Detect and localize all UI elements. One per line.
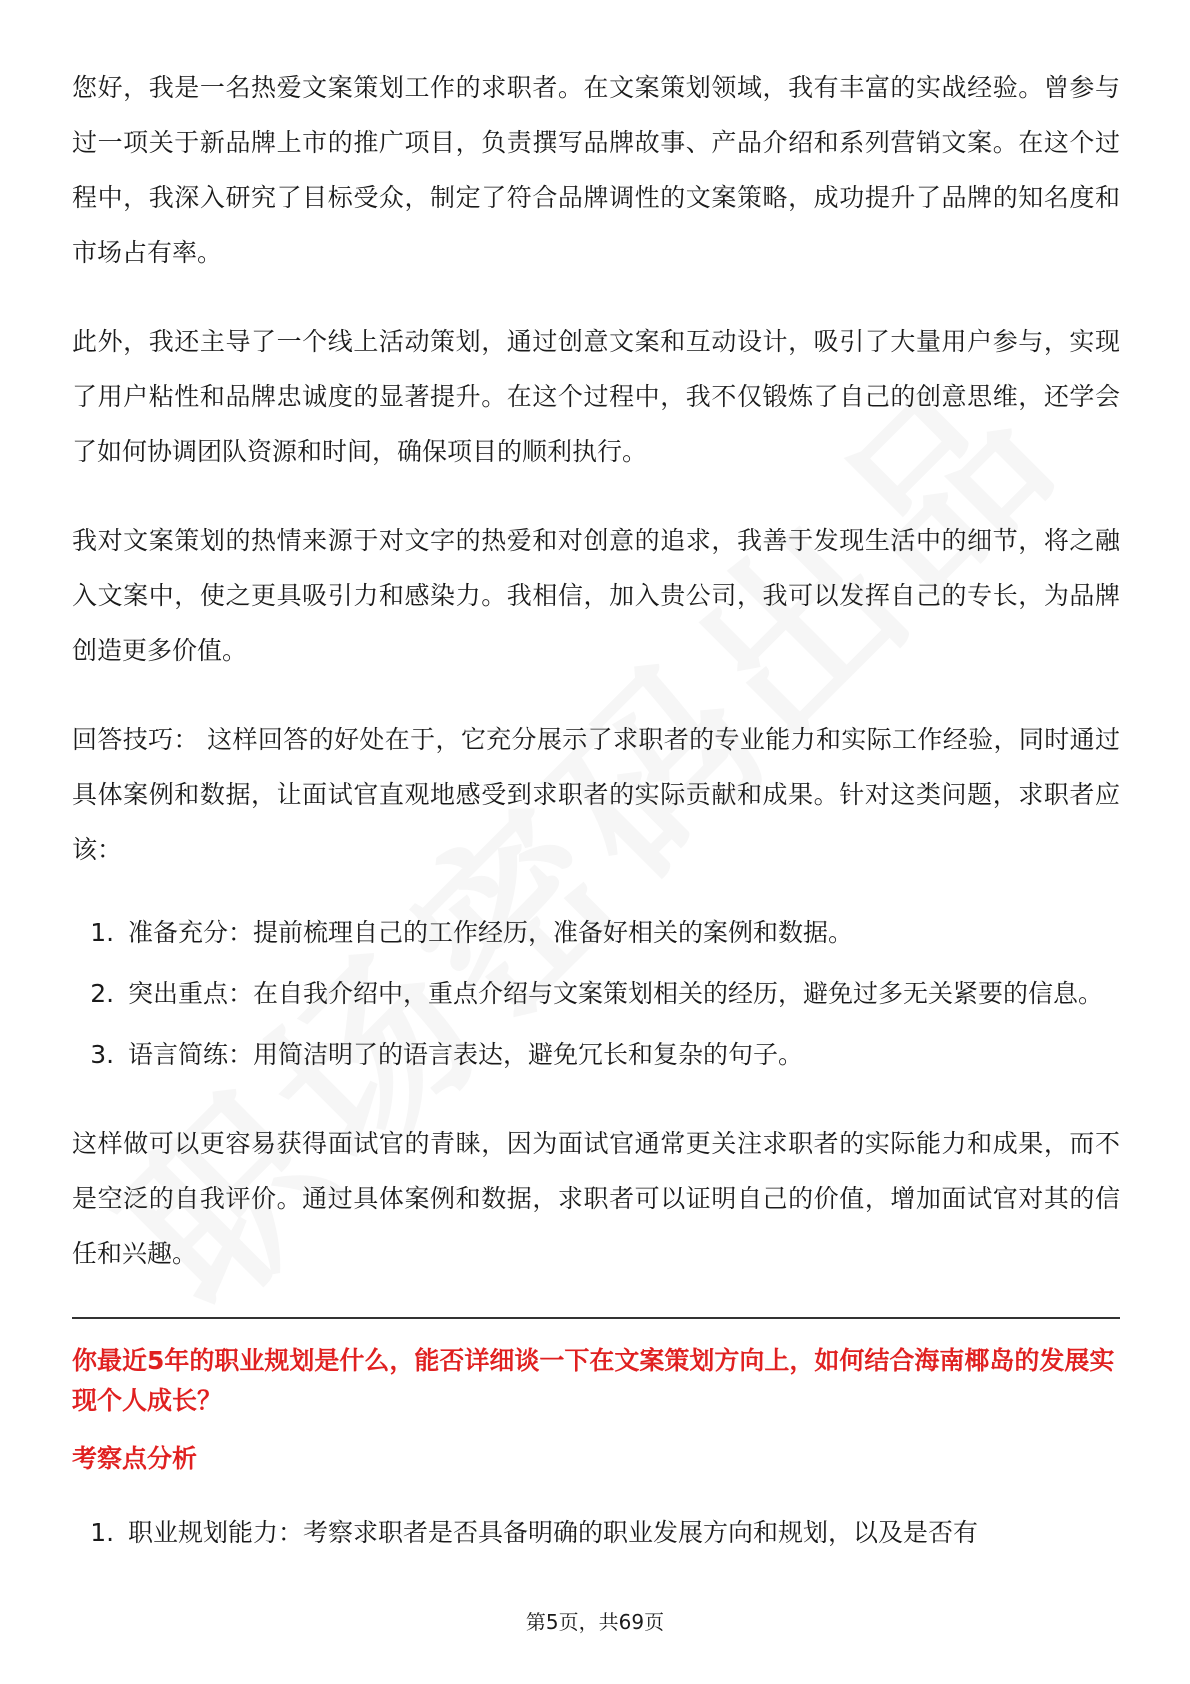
list-item: 2. 突出重点：在自我介绍中，重点介绍与文案策划相关的经历，避免过多无关紧要的信息。 bbox=[122, 966, 1120, 1021]
section-divider bbox=[72, 1317, 1120, 1319]
tips-list bbox=[72, 905, 1120, 1082]
closing-paragraph: 这样做可以更容易获得面试官的青睐，因为面试官通常更关注求职者的实际能力和成果，而不是空泛的自我评价。通过具体案例和数据，求职者可以证明自己的价值，增加面试官对其的信任和兴趣。 bbox=[72, 1129, 1120, 1268]
document-body bbox=[72, 60, 1120, 1560]
page-footer: 第5页，共69页 bbox=[525, 1610, 665, 1634]
answer-tips-paragraph: 回答技巧： 这样回答的好处在于，它充分展示了求职者的专业能力和实际工作经验，同时通过具体案例和数据，让面试官直观地感受到求职者的实际贡献和成果。针对这类问题，求职者应该： bbox=[72, 725, 1120, 864]
analysis-heading: 考察点分析 bbox=[72, 1444, 198, 1473]
list-item: 1. 准备充分：提前梳理自己的工作经历，准备好相关的案例和数据。 bbox=[122, 905, 1120, 960]
list-item: 3. 语言简练：用简洁明了的语言表达，避免冗长和复杂的句子。 bbox=[122, 1027, 1120, 1082]
interview-question: 你最近5年的职业规划是什么，能否详细谈一下在文案策划方向上，如何结合海南椰岛的发展实现个人成长？ bbox=[72, 1346, 1115, 1415]
analysis-list bbox=[72, 1505, 1120, 1560]
answer-paragraph-1: 您好，我是一名热爱文案策划工作的求职者。在文案策划领域，我有丰富的实战经验。曾参与过一项关于新品牌上市的推广项目，负责撰写品牌故事、产品介绍和系列营销文案。在这个过程中，我深入研究了目标受众，制定了符合品牌调性的文案策略，成功提升了品牌的知名度和市场占有率。 bbox=[72, 73, 1120, 267]
list-item: 1. 职业规划能力：考察求职者是否具备明确的职业发展方向和规划，以及是否有 bbox=[122, 1505, 1120, 1560]
answer-paragraph-2: 此外，我还主导了一个线上活动策划，通过创意文案和互动设计，吸引了大量用户参与，实现了用户粘性和品牌忠诚度的显著提升。在这个过程中，我不仅锻炼了自己的创意思维，还学会了如何协调团队资源和时间，确保项目的顺利执行。 bbox=[72, 327, 1120, 466]
answer-paragraph-3: 我对文案策划的热情来源于对文字的热爱和对创意的追求，我善于发现生活中的细节，将之融入文案中，使之更具吸引力和感染力。我相信，加入贵公司，我可以发挥自己的专长，为品牌创造更多价值。 bbox=[72, 526, 1120, 665]
